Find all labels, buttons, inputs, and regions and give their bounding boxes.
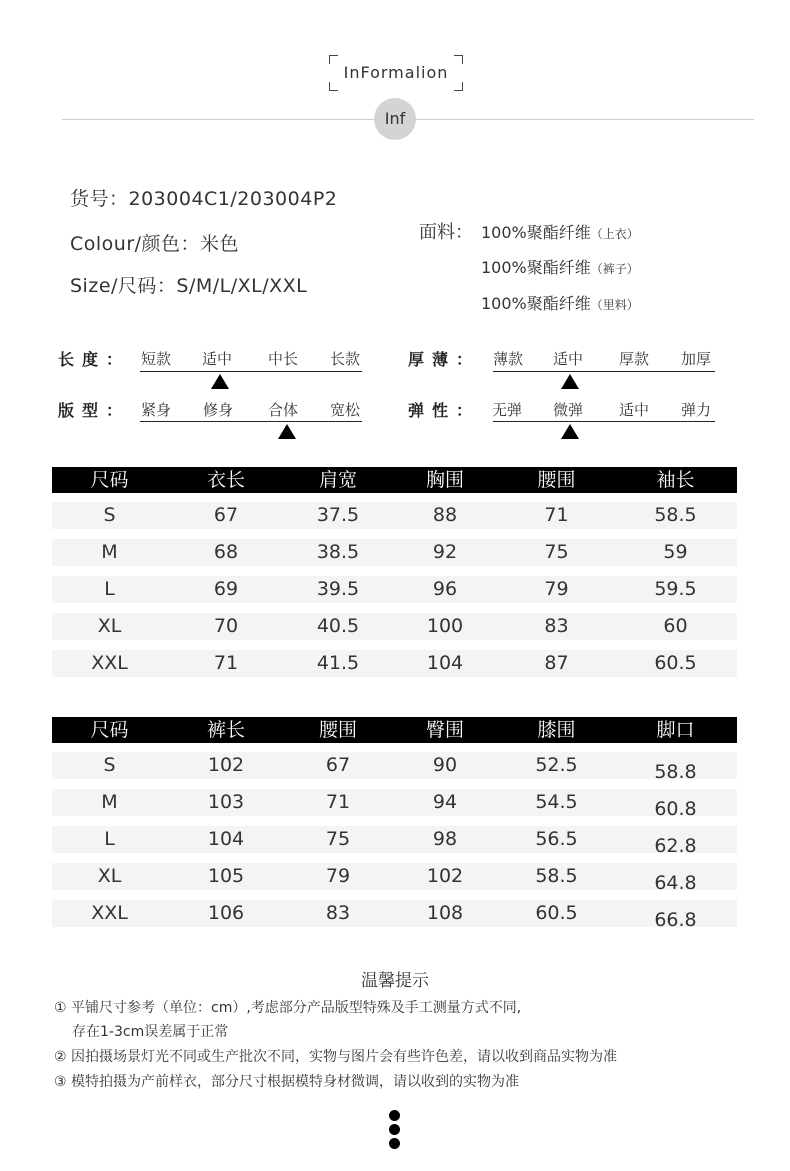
scale-option: 适中 xyxy=(202,350,233,368)
table-cell: 100 xyxy=(426,615,464,637)
header-cell: 腰围 xyxy=(537,469,576,491)
table-cell: 68 xyxy=(213,541,239,563)
header-cell: 胸围 xyxy=(425,469,464,491)
table-cell: 108 xyxy=(426,902,464,924)
scale-option: 薄款 xyxy=(493,350,524,368)
table-cell: 106 xyxy=(207,902,245,924)
table-cell: 98 xyxy=(432,828,458,850)
table-cell: 88 xyxy=(432,504,458,526)
table-header xyxy=(52,717,737,743)
fabric-label: 面料： xyxy=(419,222,473,243)
scale-option: 修身 xyxy=(203,401,234,419)
table-cell: 83 xyxy=(544,615,569,637)
elasticity-indicator xyxy=(561,424,579,439)
table-cell: 71 xyxy=(325,791,351,813)
thickness-indicator xyxy=(561,374,579,389)
table-cell: 105 xyxy=(207,865,245,887)
table-cell: 96 xyxy=(432,578,458,600)
table-row xyxy=(52,826,737,857)
table-cell: 59 xyxy=(663,541,688,563)
top-size-table xyxy=(52,467,737,677)
decor-dot xyxy=(389,1138,400,1149)
table-cell: 58.5 xyxy=(654,504,697,526)
table-cell: 92 xyxy=(432,541,458,563)
table-row xyxy=(52,752,737,783)
scale-option: 厚款 xyxy=(619,350,650,368)
table-cell: 102 xyxy=(426,865,464,887)
table-row xyxy=(52,613,737,640)
table-row xyxy=(52,576,737,603)
colour-info: Colour/颜色：米色 xyxy=(70,233,240,255)
frame-corner xyxy=(454,82,463,91)
header-cell: 臀围 xyxy=(425,719,464,741)
scale-option: 紧身 xyxy=(141,401,172,419)
scale-line xyxy=(140,421,362,422)
table-cell: 70 xyxy=(213,615,239,637)
table-cell: 60.8 xyxy=(654,798,697,820)
fabric-line: 100%聚酯纤维（裤子） xyxy=(481,258,639,277)
table-cell: 60.5 xyxy=(535,902,578,924)
table-cell: L xyxy=(104,828,115,850)
decor-dot xyxy=(389,1110,400,1121)
scale-option: 无弹 xyxy=(492,401,523,419)
header-cell: 衣长 xyxy=(206,469,245,491)
header-cell: 肩宽 xyxy=(318,469,357,491)
table-cell: 59.5 xyxy=(654,578,697,600)
table-cell: 79 xyxy=(544,578,569,600)
table-cell: 104 xyxy=(426,652,464,674)
table-cell: 60 xyxy=(663,615,688,637)
table-cell: 79 xyxy=(325,865,351,887)
table-cell: 102 xyxy=(207,754,245,776)
header-cell: 尺码 xyxy=(90,719,129,741)
table-row xyxy=(52,650,737,677)
scale-option: 微弹 xyxy=(553,401,584,419)
frame-corner xyxy=(329,82,338,91)
table-row xyxy=(52,789,737,820)
table-cell: 38.5 xyxy=(316,541,360,563)
table-cell: 62.8 xyxy=(654,835,697,857)
table-cell: 87 xyxy=(544,652,569,674)
table-cell: M xyxy=(101,791,118,813)
scale-option: 短款 xyxy=(141,350,172,368)
table-cell: 64.8 xyxy=(654,872,697,894)
brand-frame xyxy=(329,55,463,91)
table-cell: XXL xyxy=(91,902,128,924)
scale-option: 中长 xyxy=(268,350,299,368)
decor-dot xyxy=(389,1124,400,1135)
table-row xyxy=(52,900,737,931)
table-cell: 41.5 xyxy=(316,652,360,674)
tip-line: ③ 模特拍摄为产前样衣，部分尺寸根据模特身材微调，请以收到的实物为准 xyxy=(54,1074,519,1090)
scale-option: 长款 xyxy=(330,350,361,368)
table-cell: 37.5 xyxy=(316,504,360,526)
table-cell: 71 xyxy=(213,652,239,674)
length-indicator xyxy=(211,374,229,389)
table-row xyxy=(52,539,737,566)
elasticity-label: 弹性： xyxy=(408,401,481,420)
scale-option: 适中 xyxy=(619,401,650,419)
table-cell: 58.8 xyxy=(654,761,697,783)
thickness-label: 厚薄： xyxy=(408,350,481,369)
size-info: Size/尺码：S/M/L/XL/XXL xyxy=(70,275,308,297)
length-label: 长度： xyxy=(58,350,131,369)
table-cell: XXL xyxy=(91,652,128,674)
table-cell: 56.5 xyxy=(535,828,578,850)
header-cell: 尺码 xyxy=(90,469,129,491)
header-cell: 裤长 xyxy=(206,719,245,741)
scale-option: 宽松 xyxy=(330,401,361,419)
header-cell: 膝围 xyxy=(537,719,576,741)
scale-line xyxy=(493,371,715,372)
item-number: 货号：203004C1/203004P2 xyxy=(70,188,338,210)
scale-option: 加厚 xyxy=(681,350,712,368)
table-cell: 75 xyxy=(544,541,569,563)
table-cell: 39.5 xyxy=(316,578,360,600)
tip-line: ① 平铺尺寸参考（单位：cm）,考虑部分产品版型特殊及手工测量方式不同, xyxy=(54,1000,522,1016)
table-cell: S xyxy=(103,754,116,776)
scale-option: 合体 xyxy=(268,401,299,419)
table-cell: 67 xyxy=(325,754,351,776)
table-cell: 103 xyxy=(207,791,245,813)
table-cell: M xyxy=(101,541,118,563)
pants-size-table xyxy=(52,717,737,931)
section-badge: Inf xyxy=(374,98,416,140)
fabric-line: 100%聚酯纤维（里料） xyxy=(481,294,639,313)
table-cell: 90 xyxy=(432,754,458,776)
table-cell: 94 xyxy=(432,791,458,813)
tips-title: 温馨提示 xyxy=(361,971,429,991)
scale-line xyxy=(140,371,362,372)
brand-title: InFormalion xyxy=(343,63,449,82)
table-cell: 58.5 xyxy=(535,865,578,887)
table-cell: 52.5 xyxy=(535,754,578,776)
fit-indicator xyxy=(278,424,296,439)
header-cell: 腰围 xyxy=(318,719,357,741)
table-cell: 54.5 xyxy=(535,791,578,813)
fit-label: 版型： xyxy=(58,401,131,420)
table-cell: 75 xyxy=(325,828,351,850)
scale-line xyxy=(493,421,715,422)
header-cell: 脚口 xyxy=(656,719,695,741)
table-cell: XL xyxy=(97,865,122,887)
header-cell: 袖长 xyxy=(656,469,695,491)
table-cell: 60.5 xyxy=(654,652,697,674)
table-cell: 66.8 xyxy=(654,909,697,931)
table-cell: XL xyxy=(97,615,122,637)
table-row xyxy=(52,863,737,894)
table-cell: L xyxy=(104,578,115,600)
table-cell: 104 xyxy=(207,828,245,850)
table-row xyxy=(52,502,737,529)
scale-option: 适中 xyxy=(553,350,584,368)
fabric-line: 100%聚酯纤维（上衣） xyxy=(481,223,639,242)
tip-line: 存在1-3cm误差属于正常 xyxy=(72,1024,229,1040)
table-cell: 71 xyxy=(544,504,569,526)
table-cell: 40.5 xyxy=(316,615,360,637)
tip-line: ② 因拍摄场景灯光不同或生产批次不同，实物与图片会有些许色差，请以收到商品实物为准 xyxy=(54,1049,617,1065)
table-cell: S xyxy=(103,504,116,526)
table-cell: 67 xyxy=(213,504,239,526)
table-header xyxy=(52,467,737,493)
table-cell: 69 xyxy=(213,578,239,600)
table-cell: 83 xyxy=(325,902,351,924)
scale-option: 弹力 xyxy=(681,401,712,419)
